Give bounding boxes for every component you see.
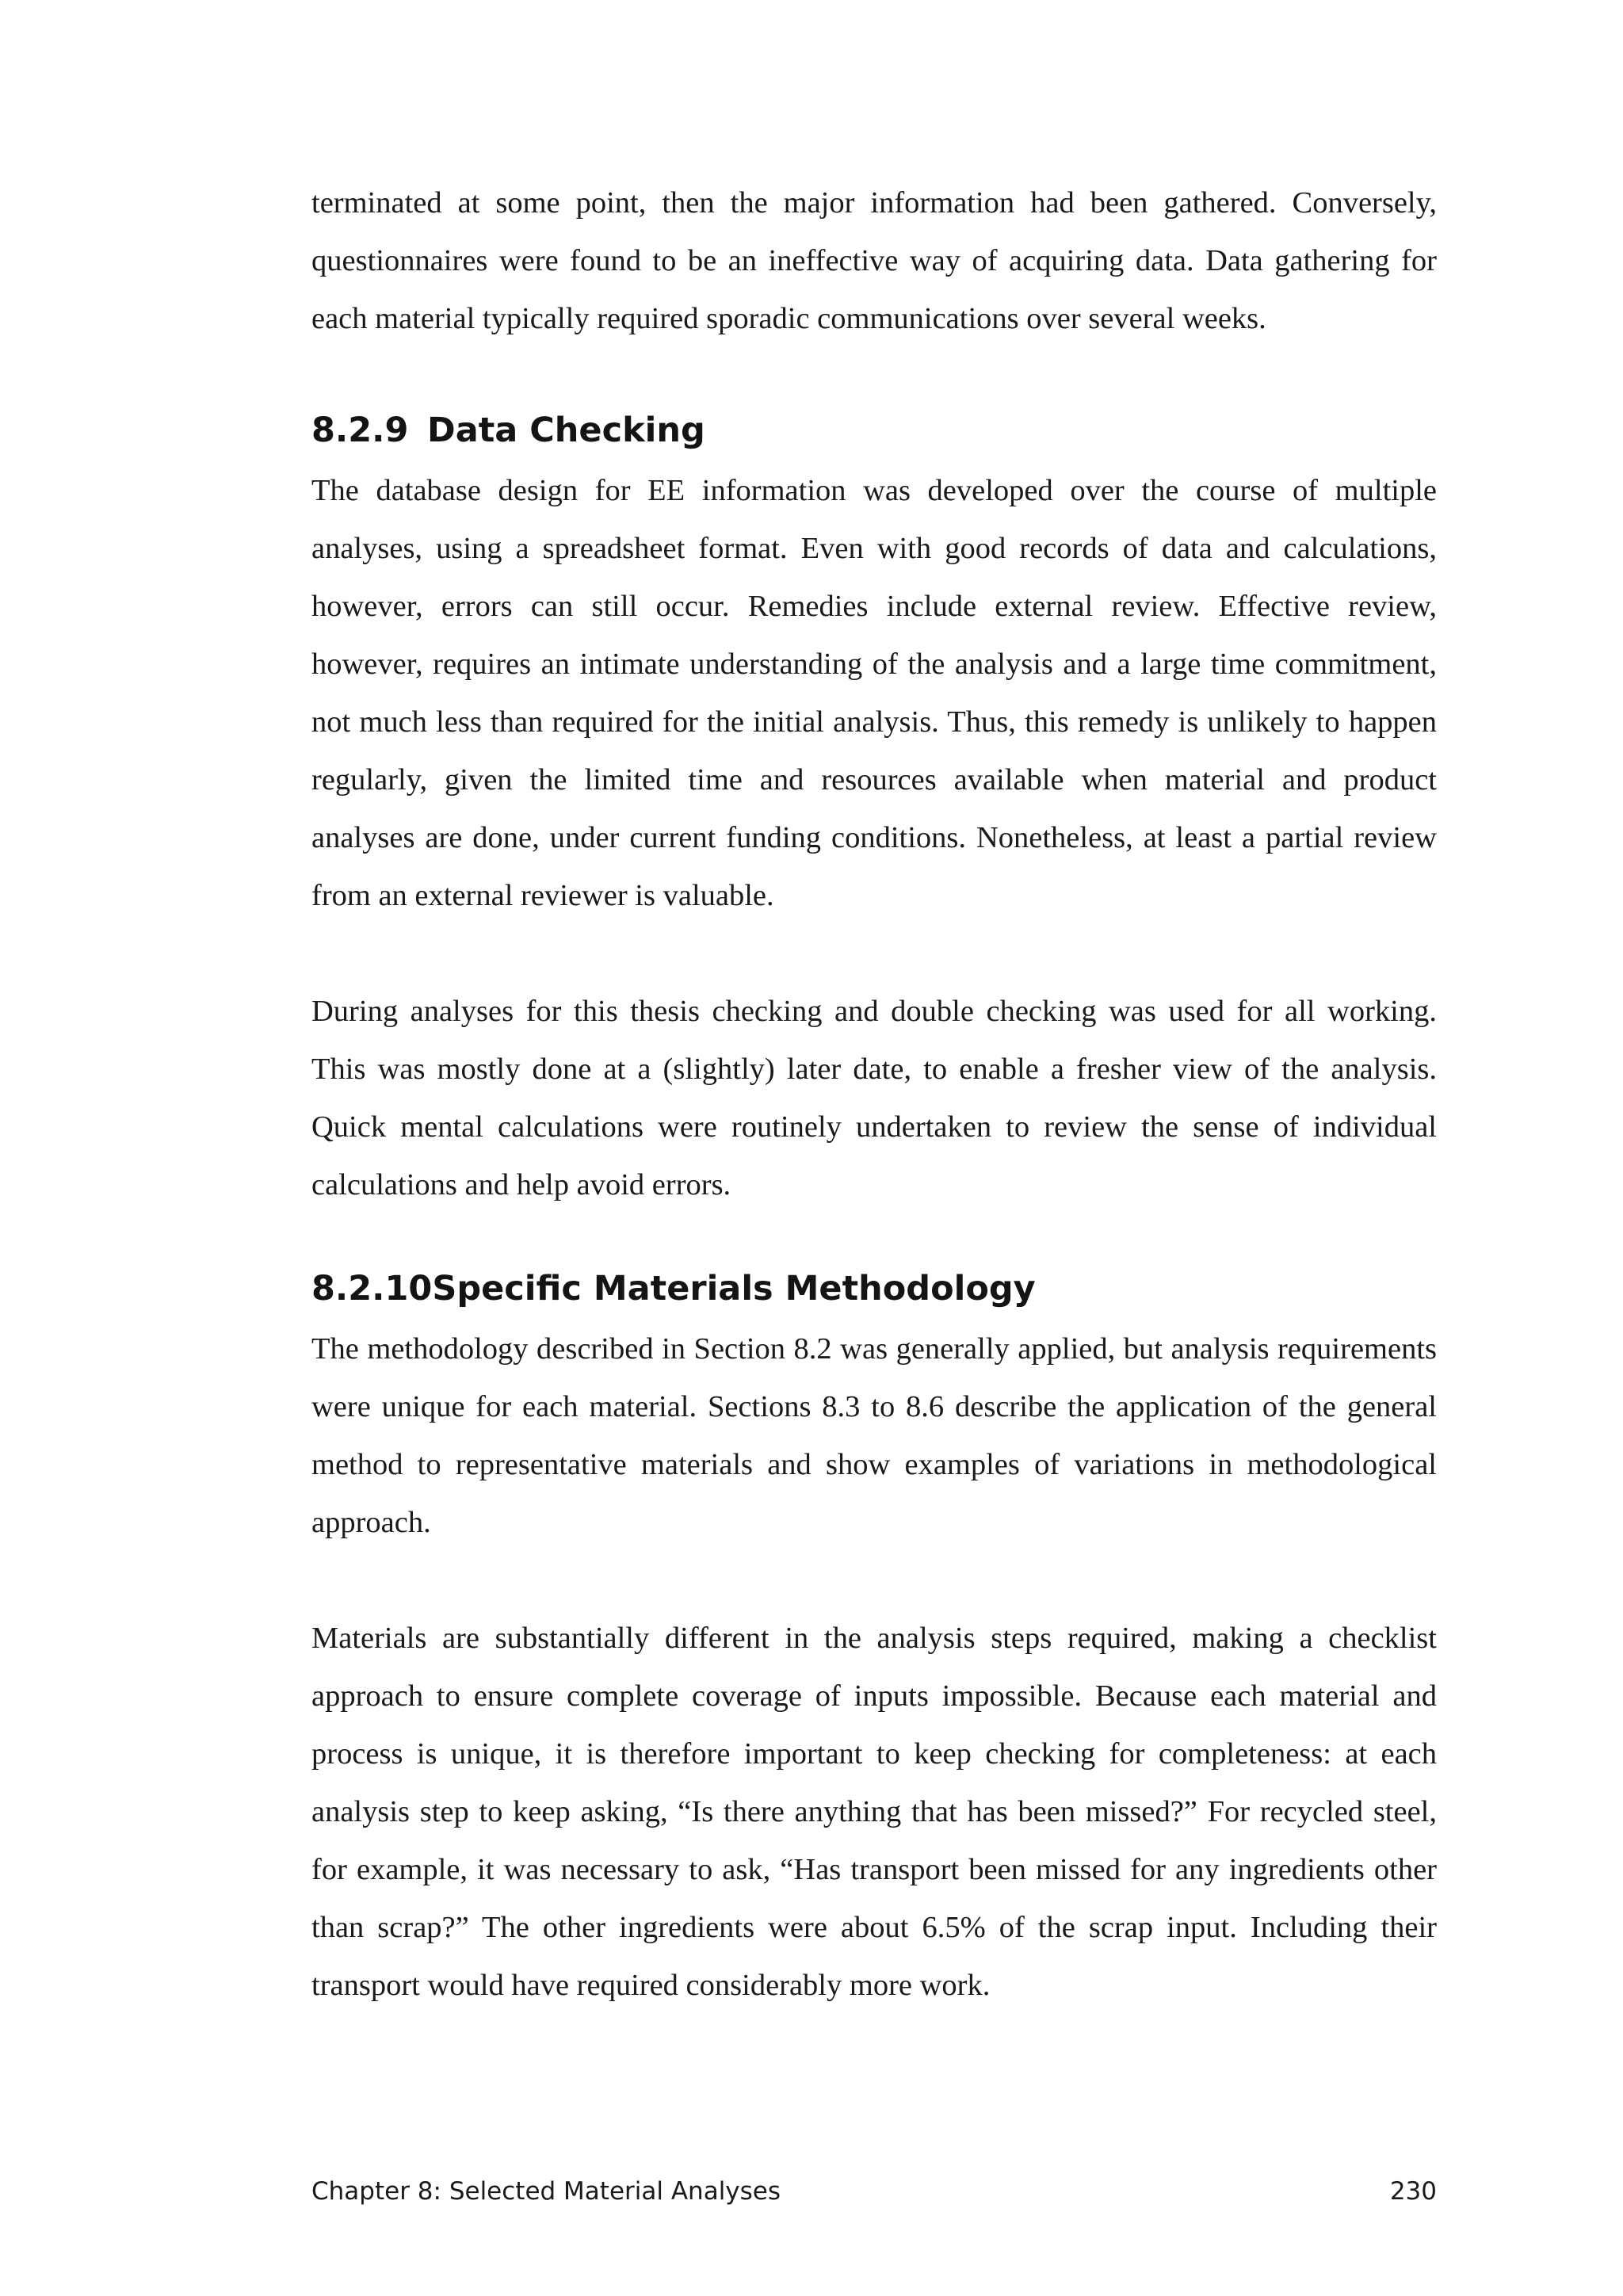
footer-page-number: 230 <box>1389 2177 1437 2206</box>
section-heading-specific-materials <box>311 1265 1437 1312</box>
section-heading-data-checking <box>311 407 1437 454</box>
section-title: Specific Materials Methodology <box>432 1269 1036 1308</box>
section-number: 8.2.9 <box>311 411 409 450</box>
page-footer <box>311 2176 1437 2207</box>
data-checking-paragraph-1: The database design for EE information was developed over the course of multiple analyses, using a spreadsheet format. Even with good records of data and calculations, however, errors can still occur. Remedies include external review. Effective review, however, requires an intimate understanding of the analysis and a large time commitment, not much less than required for the initial analysis. Thus, this remedy is unlikely to happen regularly, given the limited time and resources available when material and product analyses are done, under current funding conditions. Nonetheless, at least a partial review from an external reviewer is valuable. <box>311 474 1437 912</box>
intro-paragraph: terminated at some point, then the major information had been gathered. Conversely, questionnaires were found to be an ineffective way of acquiring data. Data gathering for each material typically required sporadic communications over several weeks. <box>311 186 1437 335</box>
section-number: 8.2.10 <box>311 1269 433 1308</box>
data-checking-paragraph-2: During analyses for this thesis checking and double checking was used for all working. This was mostly done at a (slightly) later date, to enable a fresher view of the analysis. Quick mental calculations were routinely undertaken to review the sense of individual calculations and help avoid errors. <box>311 995 1437 1201</box>
footer-chapter-title: Chapter 8: Selected Material Analyses <box>311 2177 781 2206</box>
section-title: Data Checking <box>427 411 705 450</box>
page-body <box>311 174 1437 2015</box>
specific-materials-paragraph-1: The methodology described in Section 8.2 was generally applied, but analysis requirements were unique for each material. Sections 8.3 to 8.6 describe the application of the general method to representative materials and show examples of variations in methodological approach. <box>311 1332 1437 1539</box>
specific-materials-paragraph-2: Materials are substantially different in the analysis steps required, making a checklist approach to ensure complete coverage of inputs impossible. Because each material and process is unique, it is therefore important to keep checking for completeness: at each analysis step to keep asking, “Is there anything that has been missed?” For recycled steel, for example, it was necessary to ask, “Has transport been missed for any ingredients other than scrap?” The other ingredients were about 6.5% of the scrap input. Including their transport would have required considerably more work. <box>311 1622 1437 2002</box>
